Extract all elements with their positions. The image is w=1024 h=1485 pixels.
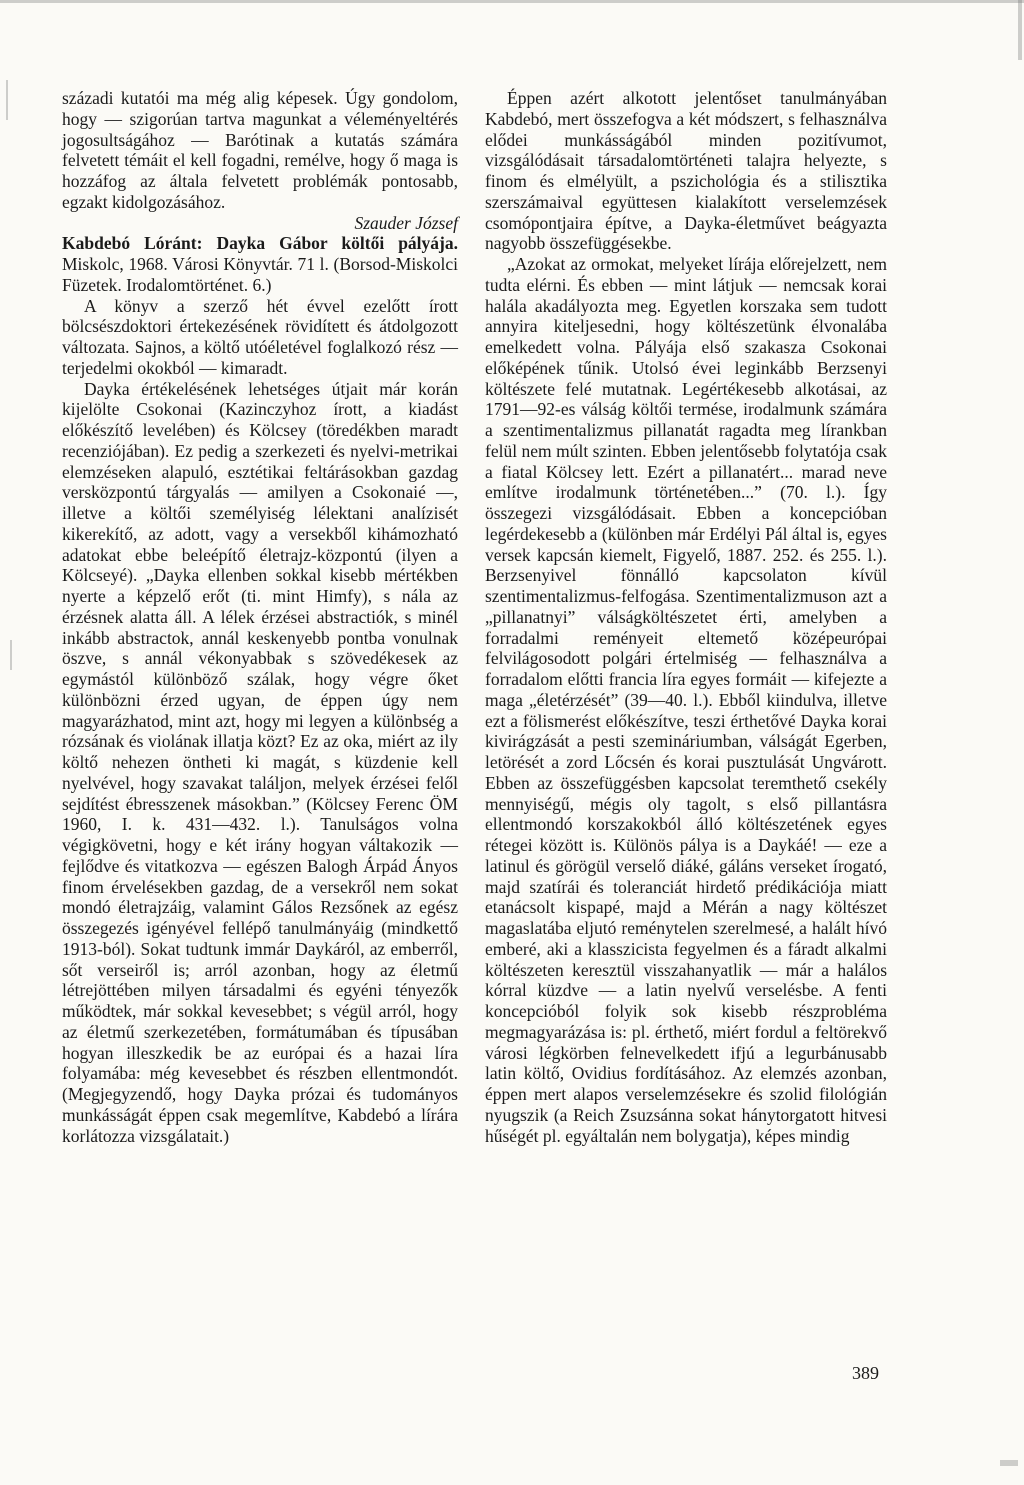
right-text-column — [485, 88, 887, 1146]
body-paragraph: Éppen azért alkotott jelentőset tanulmányában Kabdebó, mert összefogva a két módszert, s felhasználva elődei munkásságából minden pozitívumot, vizsgálódásait társadalomtörténeti talajra helyezte, s finom és elmélyült, a pszichológia és a stilisztika szerszámaival együttesen kialakított verselemzések csomópontjaira építve, a Dayka-életművet beágyazta nagyobb összefüggésekbe. — [485, 88, 887, 254]
scan-edge-noise — [1000, 1460, 1018, 1466]
body-paragraph: A könyv a szerző hét évvel ezelőtt írott bölcsészdoktori értekezésének rövidített és átdolgozott változata. Sajnos, a költő utóéletével foglalkozó rész — terjedelmi okokból — kimaradt. — [62, 295, 458, 378]
page-number: 389 — [852, 1363, 879, 1383]
opening-paragraph: századi kutatói ma még alig képesek. Úgy gondolom, hogy — szigorúan tartva magunkat a véleményeltérés jogosultságához — Barótinak a kutatás számára felvetett témáit el kell fogadni, remélve, hogy ő maga is hozzáfog az általa felvetett problémák pontosabb, egzakt kidolgozásához. — [62, 88, 458, 212]
review-title: Kabdebó Lóránt: Dayka Gábor költői pályája. — [62, 233, 458, 254]
scan-edge-noise — [0, 0, 1024, 3]
scan-edge-noise — [10, 640, 12, 670]
scan-edge-noise — [1018, 0, 1022, 60]
scan-edge-noise — [6, 80, 8, 120]
review-heading — [62, 233, 458, 295]
author-signature: Szauder József — [354, 212, 458, 233]
body-paragraph: Dayka értékelésének lehetséges útjait már korán kijelölte Csokonai (Kazinczyhoz írott, a kiadást előkészítő levelében) és Kölcsey (töredékben maradt recenziójában). Ez pedig a szerkezeti és nyelvi-metrikai elemzéseken alapuló, esztétikai feltárásokban gazdag versközpontú tárgyalás — amilyen a Csokonaié —, illetve a költői személyiség lélektani analízisét kikerekítő, az adott, vagy a versekből kihámozható adatokat ebbe beleépítő életrajz-központú (ilyen a Kölcseyé). „Dayka ellenben sokkal kisebb mértékben nyerte a képzelő erőt (ti. mint Himfy), s nála az érzésnek alatta áll. A lélek érzései abstractiók, s minél inkább abstractok, annál keskenyebb pontba vonulnak öszve, s annál vékonyabbak s szövedékesek az egymástól különböző szálak, hogy végre őket különbözni érzed ugyan, de éppen úgy nem magyarázhatod, mint azt, hogy mi legyen a különbség a rózsának és violának illatja közt? Ez az oka, miért az ily költő nehezen öntheti ki magát, s küzdenie kell nyelvével, hogy szavakat találjon, melyek érzései felől sejdítést ébresszenek másokban.” (Kölcsey Ferenc ÖM 1960, I. k. 431—432. l.). Tanulságos volna végigkövetni, hogy e két irány hogyan váltakozik — fejlődve és vitatkozva — egészen Balogh Árpád Ányos finom érvelésekben gazdag, de a versekről nem sokat mondó életrajzáig, valamint Gálos Rezsőnek az egész összegezés igényével fellépő tanulmányáig (mindkettő 1913-ból). Sokat tudtunk immár Daykáról, az emberről, sőt verseiről is; arról azonban, hogy az életmű létrejöttében milyen társadalmi és egyéni tényezők működtek, már sokkal kevesebbet; s végül arról, hogy az életmű szerkezetében, formátumában és típusában hogyan illeszkedik be az európai és a hazai líra folyamába: még kevesebbet és részben ellentmondót. (Megjegyzendő, hogy Dayka prózai és tudományos munkásságát éppen csak megemlítve, Kabdebó a lírára korlátozza vizsgálatait.) — [62, 378, 458, 1146]
left-text-column — [62, 88, 458, 1146]
body-paragraph: „Azokat az ormokat, melyeket lírája előrejelzett, nem tudta elérni. És ebben — mint látjuk — nemcsak korai halála akadályozta meg. Egyetlen korszaka sem tudott annyira kiteljesedni, hogy költészetünk élvonalába emelkedett volna. Pályája első szakasza Csokonai előképének tűnik. Utolsó évei leginkább Berzsenyi költészete felé mutatnak. Legértékesebb alkotásai, az 1791—92-es válság költői termése, irodalmunk számára a szentimentalizmus pillanatát ragadta meg lírankban felül nem múlt szinten. Ebben jelentősebb folytatója csak a fiatal Kölcsey lett. Ezért a pillanatért... marad neve említve irodalmunk történetében...” (70. l.). Így összegezi vizsgálódásait. Ebben a koncepcióban legérdekesebb a (különben már Erdélyi Pál által is, egyes versek kapcsán kiemelt, Figyelő, 1887. 252. és 255. l.). Berzsenyivel fönnálló kapcsolaton kívül szentimentalizmus-felfogása. Szentimentalizmuson azt a „pillanatnyi” válságköltészetet érti, amelyben a forradalmi reményeit eltemető középeurópai felvilágosodott polgári értelmiség — felhasználva a forradalom előtti francia líra egyes formáit — kifejezte a maga „életérzését” (39—40. l.). Ebből kiindulva, illetve ezt a fölismerést előkészítve, teszi érthetővé Dayka korai kivirágzását a pesti szemináriumban, válságát Egerben, letörését a zord Lőcsén és korai pusztulását Ungvárott. Ebben az összefüggésben kapcsolat teremthető csekély mennyiségű, mégis oly tagolt, s első pillantásra ellentmondó korszakokból álló költészetének egyes rétegei között is. Különös pálya is a Daykáé! — eze a latinul és görögül verselő diáké, gáláns verseket írogató, majd szatírái és toleranciát hirdető prédikációja miatt etanácsolt kispapé, majd a Mérán a nagy költészet magaslatába eljutó reménytelen szerelmesé, a halált hívó emberé, aki a klasszicista fegyelmen és a fáradt alkalmi költészeten keresztül visszahanyatlik — már a halálos kórral küzdve — a latin nyelvű verselésbe. A fenti koncepcióból folyik sok kisebb részprobléma megmagyarázása is: pl. érthető, miért fordul a feltörekvő városi légkörben felnevelkedett ifjú a legurbánusabb latin költő, Ovidius fordításához. Az elemzés azonban, éppen mert alapos verselemzésekre és szolid filológián nyugszik (a Reich Zsuzsánna sokat hánytorgatott hitvesi hűségét pl. egyáltalán nem bolygatja), képes mindig — [485, 254, 887, 1146]
review-bibliography: Miskolc, 1968. Városi Könyvtár. 71 l. (Borsod-Miskolci Füzetek. Irodalomtörténet. 6.) — [62, 254, 458, 295]
